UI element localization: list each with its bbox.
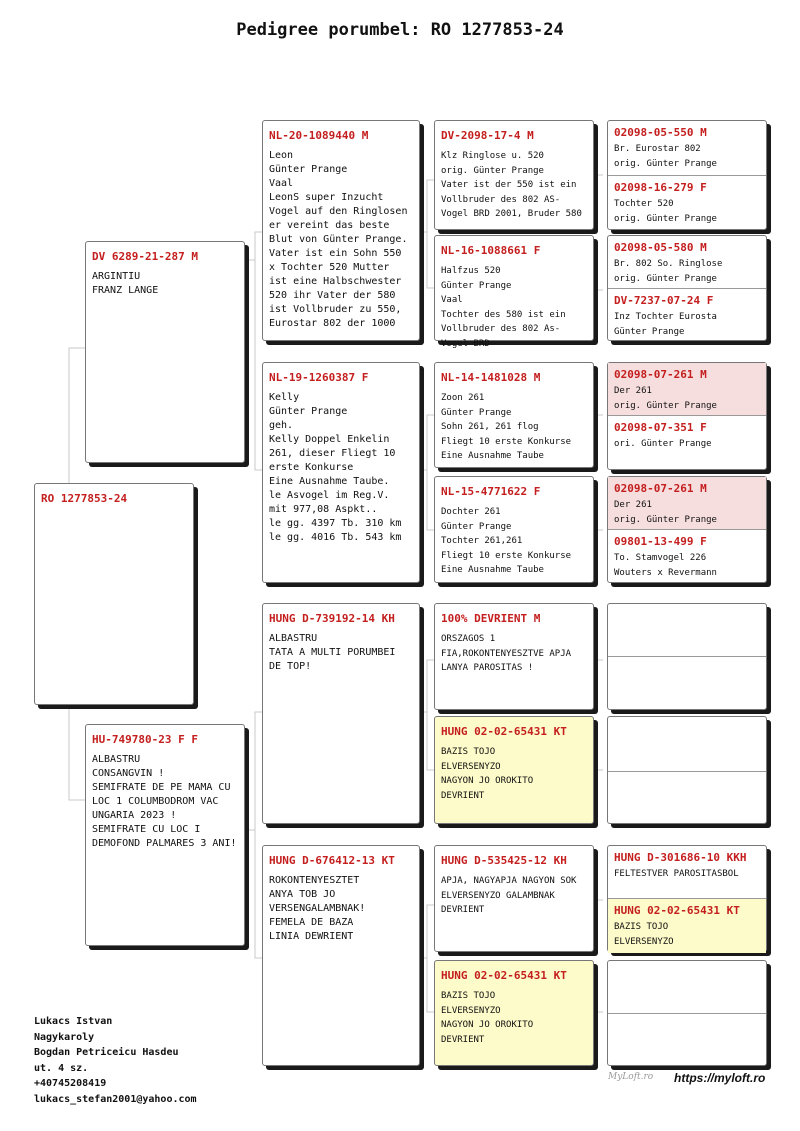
gen2-notes: ALBASTRU TATA A MULTI PORUMBEI DE TOP! <box>269 633 396 672</box>
subject-card[interactable] <box>34 483 194 705</box>
gen4-pair-8[interactable] <box>607 960 767 1066</box>
owner-name: Lukacs Istvan <box>34 1016 113 1027</box>
gen3-card-3[interactable] <box>434 362 594 468</box>
gen2-notes: ROKONTENYESZTET ANYA TOB JO VERSENGALAMBNAK! FEMELA DE BAZA LINIA DEWRIENT <box>269 875 366 942</box>
gen4-ring-id: DV-7237-07-24 F <box>614 294 714 307</box>
sire-card[interactable] <box>85 241 245 463</box>
gen2-notes: Kelly Günter Prange geh. Kelly Doppel Enkelin 261, dieser Fliegt 10 erste Konkurse Eine Ausnahme Taube. le Asvogel im Reg.V. mit 977,08 Aspkt.. le gg. 4397 Tb. 310 km le gg. 4016 Tb. 543 km <box>269 392 402 543</box>
gen2-ring-id: NL-19-1260387 F <box>269 371 369 384</box>
gen3-ring-id: NL-14-1481028 M <box>441 371 541 384</box>
gen4-pair-4[interactable] <box>607 476 767 583</box>
gen3-ring-id: DV-2098-17-4 M <box>441 129 534 142</box>
gen4-notes: Br. 802 So. Ringlose orig. Günter Prange <box>614 259 723 284</box>
owner-street-number: ut. 4 sz. <box>34 1062 89 1074</box>
gen4-pair-3[interactable] <box>607 362 767 470</box>
dam-ring-id: HU-749780-23 F F <box>92 733 198 746</box>
gen3-ring-id: HUNG 02-02-65431 KT <box>441 969 567 982</box>
website-link[interactable]: https://myloft.ro <box>674 1071 766 1085</box>
dam-notes: ALBASTRU CONSANGVIN ! SEMIFRATE DE PE MAMA CU LOC 1 COLUMBODROM VAC UNGARIA 2023 ! SEMIFRATE CU LOC I DEMOFOND PALMARES 3 ANI! <box>92 754 237 849</box>
dam-card[interactable] <box>85 724 245 946</box>
gen3-ring-id: NL-16-1088661 F <box>441 244 541 257</box>
gen4-ring-id: 02098-16-279 F <box>614 181 707 194</box>
gen4-notes: BAZIS TOJO ELVERSENYZO <box>614 922 674 947</box>
gen3-notes: Halfzus 520 Günter Prange Vaal Tochter des 580 ist ein Vollbruder des 802 As-Vogel BRD <box>441 266 566 349</box>
owner-contact <box>34 1014 197 1107</box>
gen4-pair-1[interactable] <box>607 120 767 230</box>
owner-street: Bogdan Petriceicu Hasdeu <box>34 1047 179 1058</box>
gen3-ring-id: HUNG 02-02-65431 KT <box>441 725 567 738</box>
gen3-notes: BAZIS TOJO ELVERSENYZO NAGYON JO OROKITO DEVRIENT <box>441 991 534 1045</box>
gen4-ring-id: 02098-07-261 M <box>614 482 707 495</box>
gen4-ring-id: 02098-05-550 M <box>614 126 707 139</box>
gen3-notes: Dochter 261 Günter Prange Tochter 261,261 Fliegt 10 erste Konkurse Eine Ausnahme Taube <box>441 507 572 575</box>
gen4-ring-id: HUNG 02-02-65431 KT <box>614 904 740 917</box>
gen4-notes: FELTESTVER PAROSITASBOL <box>614 869 739 879</box>
owner-phone: +40745208419 <box>34 1078 107 1089</box>
gen3-card-8[interactable] <box>434 960 594 1066</box>
gen4-notes: To. Stamvogel 226 Wouters x Revermann <box>614 553 717 578</box>
subject-ring-id: RO 1277853-24 <box>41 492 128 505</box>
gen4-notes: Inz Tochter Eurosta Günter Prange <box>614 312 717 337</box>
gen4-notes: ori. Günter Prange <box>614 439 712 449</box>
gen3-card-2[interactable] <box>434 235 594 349</box>
gen3-card-1[interactable] <box>434 120 594 230</box>
gen4-pair-6[interactable] <box>607 716 767 824</box>
sire-notes: ARGINTIU FRANZ LANGE <box>92 271 159 296</box>
gen4-notes: Tochter 520 orig. Günter Prange <box>614 199 717 224</box>
gen3-notes: BAZIS TOJO ELVERSENYZO NAGYON JO OROKITO DEVRIENT <box>441 747 534 801</box>
gen4-pair-7[interactable] <box>607 845 767 952</box>
gen4-ring-id: 02098-07-351 F <box>614 421 707 434</box>
gen4-ring-id: HUNG D-301686-10 KKH <box>614 851 747 864</box>
gen2-ring-id: NL-20-1089440 M <box>269 129 369 142</box>
gen4-ring-id: 02098-07-261 M <box>614 368 707 381</box>
owner-email[interactable]: lukacs_stefan2001@yahoo.com <box>34 1093 197 1105</box>
gen3-notes: ORSZAGOS 1 FIA,ROKONTENYESZTVE APJA LANYA PAROSITAS ! <box>441 634 577 673</box>
gen4-ring-id: 02098-05-580 M <box>614 241 707 254</box>
gen3-card-7[interactable] <box>434 845 594 952</box>
gen3-notes: Klz Ringlose u. 520 orig. Günter Prange Vater ist der 550 ist ein Vollbruder des 802 AS-Vogel BRD 2001, Bruder 580 <box>441 151 582 219</box>
gen3-card-6[interactable] <box>434 716 594 824</box>
gen3-card-5[interactable] <box>434 603 594 710</box>
gen2-notes: Leon Günter Prange Vaal LeonS super Inzucht Vogel auf den Ringlosen er vereint das beste Blut von Günter Prange. Vater ist ein Sohn 550 x Tochter 520 Mutter ist eine Halbschwester 520 ihr Vater der 580 ist Vollbruder zu 550, Eurostar 802 der 1000 <box>269 150 408 329</box>
gen3-notes: APJA, NAGYAPJA NAGYON SOK ELVERSENYZO GALAMBNAK DEVRIENT <box>441 876 582 915</box>
gen3-ring-id: 100% DEVRIENT M <box>441 612 541 625</box>
sire-ring-id: DV 6289-21-287 M <box>92 250 198 263</box>
gen4-pair-2[interactable] <box>607 235 767 341</box>
gen4-pair-5[interactable] <box>607 603 767 710</box>
gen4-notes: Der 261 orig. Günter Prange <box>614 386 717 411</box>
gen4-ring-id: 09801-13-499 F <box>614 535 707 548</box>
gen2-card-4[interactable] <box>262 845 420 1066</box>
myloft-logo: MyLoft.ro <box>608 1072 654 1082</box>
gen3-notes: Zoon 261 Günter Prange Sohn 261, 261 flog Fliegt 10 erste Konkurse Eine Ausnahme Taube <box>441 393 572 461</box>
gen2-card-2[interactable] <box>262 362 420 583</box>
gen2-ring-id: HUNG D-676412-13 KT <box>269 854 395 867</box>
gen2-card-3[interactable] <box>262 603 420 824</box>
gen4-notes: Br. Eurostar 802 orig. Günter Prange <box>614 144 717 169</box>
gen3-ring-id: NL-15-4771622 F <box>441 485 541 498</box>
gen4-notes: Der 261 orig. Günter Prange <box>614 500 717 525</box>
gen2-card-1[interactable] <box>262 120 420 341</box>
gen2-ring-id: HUNG D-739192-14 KH <box>269 612 395 625</box>
gen3-card-4[interactable] <box>434 476 594 583</box>
page-title: Pedigree porumbel: RO 1277853-24 <box>236 20 564 40</box>
owner-city: Nagykaroly <box>34 1031 95 1043</box>
gen3-ring-id: HUNG D-535425-12 KH <box>441 854 567 867</box>
